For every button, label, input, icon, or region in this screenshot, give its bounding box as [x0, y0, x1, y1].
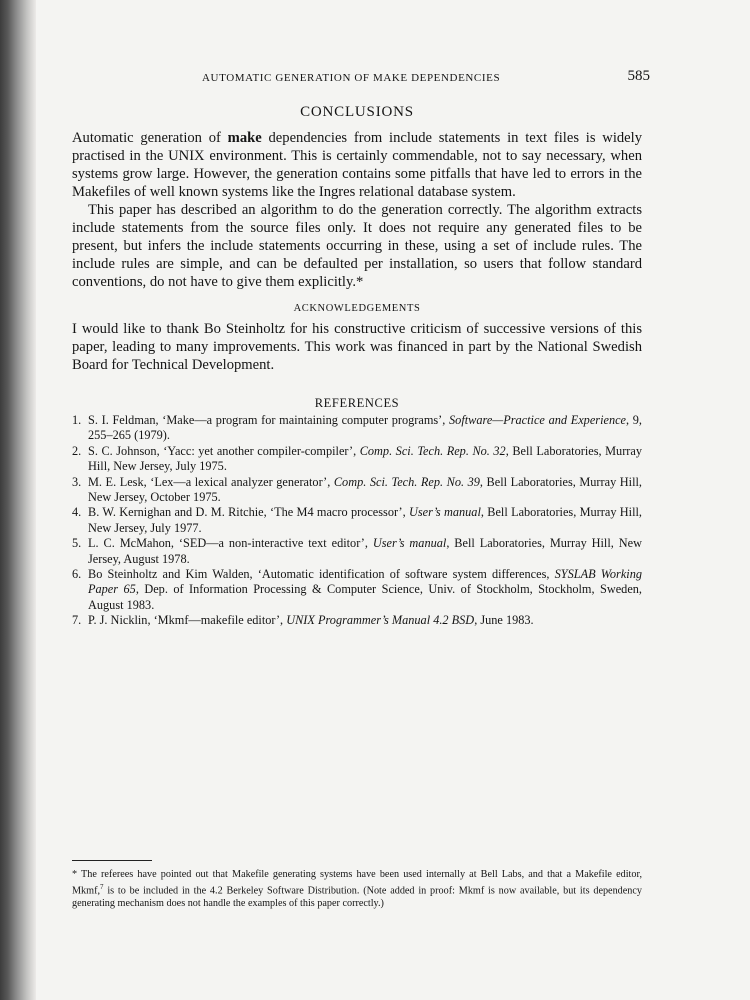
reference-details: , June 1983. — [474, 613, 534, 628]
reference-details: , Dep. of Information Processing & Computer Science, Univ. of Stockholm, Stockholm, Sweden, August 1983. — [88, 582, 642, 612]
reference-item — [72, 567, 642, 613]
reference-item — [72, 444, 642, 475]
reference-details: , Bell Laboratories, Murray Hill, New Jersey, August 1978. — [88, 536, 642, 566]
reference-details: , Bell Laboratories, Murray Hill, New Jersey, July 1977. — [88, 505, 642, 535]
book-binding-shadow — [0, 0, 36, 1000]
reference-text: S. I. Feldman, ‘Make—a program for maintaining computer programs’, — [88, 413, 450, 427]
reference-item — [72, 536, 642, 567]
conclusions-heading: CONCLUSIONS — [300, 104, 414, 120]
conclusions-paragraph-1 — [72, 129, 642, 201]
reference-details: , 9, 255–265 (1979). — [88, 413, 643, 443]
references-heading: REFERENCES — [314, 396, 400, 410]
reference-item — [72, 475, 642, 506]
reference-source: Software—Practice and Experience — [449, 413, 627, 427]
reference-item — [72, 413, 642, 444]
footnote-reference-marker: 7 — [100, 883, 104, 891]
footnote — [72, 868, 642, 910]
reference-details: , Bell Laboratories, Murray Hill, New Jersey, July 1975. — [88, 443, 643, 474]
running-head — [72, 68, 650, 90]
reference-text: P. J. Nicklin, ‘Mkmf—makefile editor’, — [88, 613, 287, 628]
acknowledgements-heading: ACKNOWLEDGEMENTS — [293, 303, 421, 314]
reference-number: 4. — [72, 505, 82, 520]
footnote-text-start: * The referees have pointed out that Makefile generating systems have been used internally at Bell Labs, and that a Makefile editor, Mkmf, — [72, 869, 642, 897]
reference-text: M. E. Lesk, ‘Lex—a lexical analyzer generator’, — [88, 474, 334, 489]
reference-number: 7. — [72, 613, 82, 628]
reference-source: UNIX Programmer’s Manual 4.2 BSD — [286, 613, 475, 628]
reference-number: 2. — [72, 443, 82, 458]
p1-text-end: dependencies from include statements in text files is widely practised in the UNIX environment. This is certainly commendable, not to say necessary, when systems grow large. However, the generation contains some pitfalls that have led to errors in the Makefiles of well known systems like the Ingres relational database system. — [72, 130, 643, 200]
reference-text: Bo Steinholtz and Kim Walden, ‘Automatic identification of software system differences, — [88, 567, 555, 582]
reference-text: S. C. Johnson, ‘Yacc: yet another compiler-compiler’, — [88, 443, 360, 458]
reference-number: 1. — [72, 413, 82, 427]
page-number: 585 — [627, 68, 650, 84]
reference-source: Comp. Sci. Tech. Rep. No. 32 — [359, 443, 506, 458]
reference-source: Comp. Sci. Tech. Rep. No. 39 — [333, 474, 480, 489]
reference-number: 6. — [72, 567, 82, 582]
reference-item — [72, 613, 642, 628]
p1-text-start: Automatic generation of — [72, 130, 228, 146]
references-list — [72, 413, 642, 629]
page-content — [72, 68, 650, 629]
reference-text: B. W. Kernighan and D. M. Ritchie, ‘The M4 macro processor’, — [88, 505, 409, 520]
reference-source: User’s manual — [372, 536, 447, 551]
conclusions-paragraph-2: This paper has described an algorithm to do the generation correctly. The algorithm extracts include statements from the source files only. It does not require any generated files to be present, but infers the include statements occurring in these, using a set of include rules. The include rules are simple, and can be defaulted per installation, so users that follow standard conventions, do not have to give them explicitly.* — [72, 202, 642, 290]
reference-item — [72, 505, 642, 536]
footnote-rule — [72, 860, 152, 861]
reference-details: , Bell Laboratories, Murray Hill, New Jersey, October 1975. — [88, 474, 642, 505]
reference-source: SYSLAB Working Paper 65 — [88, 567, 642, 597]
running-title: AUTOMATIC GENERATION OF MAKE DEPENDENCIES — [202, 72, 501, 84]
footnote-text-end: is to be included in the 4.2 Berkeley Software Distribution. (Note added in proof: Mkmf is now available, but its dependency generating mechanism does not handle the examples of this paper correctly.) — [72, 885, 642, 910]
make-keyword: make — [227, 130, 262, 146]
acknowledgements-text: I would like to thank Bo Steinholtz for his constructive criticism of successive versions of this paper, leading to many improvements. This work was financed in part by the National Swedish Board for Technical Development. — [72, 321, 642, 373]
reference-source: User’s manual — [409, 505, 481, 520]
reference-number: 3. — [72, 474, 82, 489]
reference-text: L. C. McMahon, ‘SED—a non-interactive text editor’, — [88, 536, 373, 551]
reference-number: 5. — [72, 536, 82, 551]
